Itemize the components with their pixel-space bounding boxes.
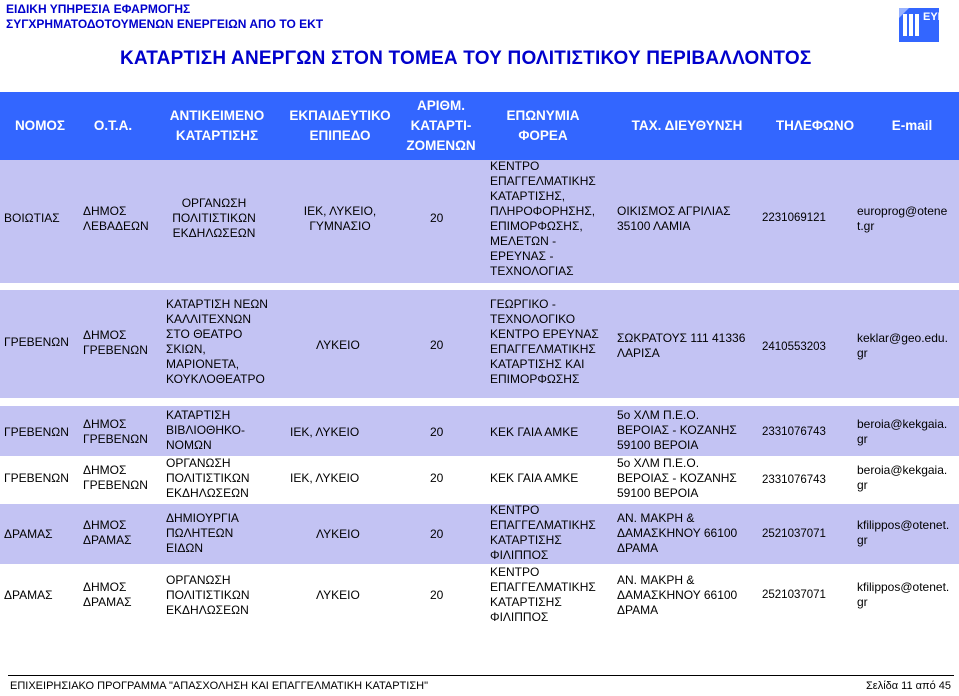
cell-nomos: ΓΡΕΒΕΝΩΝ: [4, 335, 69, 349]
agency-line-2: ΣΥΓΧΡΗΜΑΤΟΔΟΤΟΥΜΕΝΩΝ ΕΝΕΡΓΕΙΩΝ ΑΠΟ ΤΟ ΕΚΤ: [6, 17, 324, 31]
cell-phone: 2331076743: [762, 474, 826, 486]
footer-program: ΕΠΙΧΕΙΡΗΣΙΑΚΟ ΠΡΟΓΡΑΜΜΑ "ΑΠΑΣΧΟΛΗΣΗ ΚΑΙ ΕΠΑΓΓΕΛΜΑΤΙΚΗ ΚΑΤΑΡΤΙΣΗ": [10, 680, 428, 692]
cell-provider: ΚΕΝΤΡΟ ΕΠΑΓΓΕΛΜΑΤΙΚΗΣ ΚΑΤΑΡΤΙΣΗΣ, ΠΛΗΡΟΦΟΡΗΣΗΣ, ΕΠΙΜΟΡΦΩΣΗΣ, ΜΕΛΕΤΩΝ - ΕΡΕΥΝΑΣ - ΤΕΧΝΟΛΟΓΙΑΣ: [490, 159, 596, 278]
col-header-address: ΤΑΧ. ΔΙΕΥΘΥΝΣΗ: [631, 118, 743, 133]
agency-header: [6, 2, 323, 32]
cell-subject: ΔΗΜΙΟΥΡΓΙΑ ΠΩΛΗΤΕΩΝ ΕΙΔΩΝ: [166, 511, 239, 555]
cell-phone: 2521037071: [762, 589, 826, 601]
cell-address: ΣΩΚΡΑΤΟΥΣ 111 41336 ΛΑΡΙΣΑ: [617, 331, 746, 360]
col-header-ota: Ο.Τ.Α.: [93, 118, 133, 133]
footer-divider: [8, 675, 954, 676]
footer-page-number: Σελίδα 11 από 45: [866, 680, 952, 692]
col-header-provider: ΕΠΩΝΥΜΙΑ ΦΟΡΕΑ: [506, 108, 580, 143]
cell-level: ΙΕΚ, ΛΥΚΕΙΟ: [290, 471, 360, 485]
col-header-level: ΕΚΠΑΙΔΕΥΤΙΚΟ ΕΠΙΠΕΔΟ: [289, 108, 391, 143]
cell-level: ΙΕΚ, ΛΥΚΕΙΟ: [290, 425, 360, 439]
cell-phone: 2231069121: [762, 212, 826, 224]
cell-count: 20: [430, 471, 444, 485]
page-title: ΚΑΤΑΡΤΙΣΗ ΑΝΕΡΓΩΝ ΣΤΟΝ ΤΟΜΕΑ ΤΟΥ ΠΟΛΙΤΙΣΤΙΚΟΥ ΠΕΡΙΒΑΛΛΟΝΤΟΣ: [120, 48, 812, 69]
cell-count: 20: [430, 527, 444, 541]
cell-subject: ΟΡΓΑΝΩΣΗ ΠΟΛΙΤΙΣΤΙΚΩΝ ΕΚΔΗΛΩΣΕΩΝ: [172, 196, 256, 240]
cell-email: beroia@kekgaia. gr: [857, 417, 948, 446]
cell-address: 5ο ΧΛΜ Π.Ε.Ο. ΒΕΡΟΙΑΣ - ΚΟΖΑΝΗΣ 59100 ΒΕΡΟΙΑ: [617, 456, 737, 500]
cell-email: beroia@kekgaia. gr: [857, 463, 948, 492]
cell-phone: 2331076743: [762, 426, 826, 438]
cell-ota: ΔΗΜΟΣ ΔΡΑΜΑΣ: [83, 580, 132, 609]
cell-level: ΛΥΚΕΙΟ: [316, 527, 360, 541]
cell-provider: ΚΕΚ ΓΑΙΑ ΑΜΚΕ: [490, 471, 579, 485]
cell-phone: 2410553203: [762, 341, 826, 353]
cell-address: ΑΝ. ΜΑΚΡΗ & ΔΑΜΑΣΚΗΝΟΥ 66100 ΔΡΑΜΑ: [617, 511, 738, 555]
cell-nomos: ΒΟΙΩΤΙΑΣ: [4, 211, 60, 225]
cell-ota: ΔΗΜΟΣ ΛΕΒΑΔΕΩΝ: [83, 204, 149, 233]
col-header-nomos: ΝΟΜΟΣ: [14, 118, 66, 133]
cell-phone: 2521037071: [762, 528, 826, 540]
cell-email: kfilippos@otenet. gr: [857, 580, 950, 609]
cell-subject: ΟΡΓΑΝΩΣΗ ΠΟΛΙΤΙΣΤΙΚΩΝ ΕΚΔΗΛΩΣΕΩΝ: [166, 573, 250, 617]
col-header-phone: ΤΗΛΕΦΩΝΟ: [775, 118, 855, 133]
cell-ota: ΔΗΜΟΣ ΔΡΑΜΑΣ: [83, 518, 132, 547]
cell-provider: ΚΕΝΤΡΟ ΕΠΑΓΓΕΛΜΑΤΙΚΗΣ ΚΑΤΑΡΤΙΣΗΣ ΦΙΛΙΠΠΟΣ: [490, 503, 596, 562]
cell-address: ΟΙΚΙΣΜΟΣ ΑΓΡΙΛΙΑΣ 35100 ΛΑΜΙΑ: [617, 204, 731, 233]
cell-count: 20: [430, 338, 444, 352]
cell-nomos: ΔΡΑΜΑΣ: [4, 527, 53, 541]
cell-nomos: ΓΡΕΒΕΝΩΝ: [4, 471, 69, 485]
cell-address: ΑΝ. ΜΑΚΡΗ & ΔΑΜΑΣΚΗΝΟΥ 66100 ΔΡΑΜΑ: [617, 573, 738, 617]
cell-subject: ΟΡΓΑΝΩΣΗ ΠΟΛΙΤΙΣΤΙΚΩΝ ΕΚΔΗΛΩΣΕΩΝ: [166, 456, 250, 500]
cell-email: keklar@geo.edu. gr: [857, 331, 948, 360]
cell-provider: ΚΕΚ ΓΑΙΑ ΑΜΚΕ: [490, 425, 579, 439]
cell-count: 20: [430, 211, 444, 225]
eye-logo: [895, 4, 955, 46]
cell-email: kfilippos@otenet. gr: [857, 518, 950, 547]
cell-subject: ΚΑΤΑΡΤΙΣΗ ΝΕΩΝ ΚΑΛΛΙΤΕΧΝΩΝ ΣΤΟ ΘΕΑΤΡΟ ΣΚΙΩΝ, ΜΑΡΙΟΝΕΤΑ, ΚΟΥΚΛΟΘΕΑΤΡΟ: [166, 297, 268, 386]
cell-provider: ΓΕΩΡΓΙΚΟ - ΤΕΧΝΟΛΟΓΙΚΟ ΚΕΝΤΡΟ ΕΡΕΥΝΑΣ ΕΠΑΓΓΕΛΜΑΤΙΚΗΣ ΚΑΤΑΡΤΙΣΗΣ ΚΑΙ ΕΠΙΜΟΡΦΩΣΗΣ: [490, 297, 599, 386]
cell-ota: ΔΗΜΟΣ ΓΡΕΒΕΝΩΝ: [83, 417, 148, 446]
agency-line-1: ΕΙΔΙΚΗ ΥΠΗΡΕΣΙΑ ΕΦΑΡΜΟΓΗΣ: [6, 2, 191, 16]
col-header-email: E-mail: [891, 118, 933, 133]
col-header-count: ΑΡΙΘΜ. ΚΑΤΑΡΤΙ- ΖΟΜΕΝΩΝ: [406, 98, 476, 153]
cell-address: 5ο ΧΛΜ Π.Ε.Ο. ΒΕΡΟΙΑΣ - ΚΟΖΑΝΗΣ 59100 ΒΕΡΟΙΑ: [617, 408, 737, 452]
cell-nomos: ΔΡΑΜΑΣ: [4, 588, 53, 602]
cell-count: 20: [430, 425, 444, 439]
cell-provider: ΚΕΝΤΡΟ ΕΠΑΓΓΕΛΜΑΤΙΚΗΣ ΚΑΤΑΡΤΙΣΗΣ ΦΙΛΙΠΠΟΣ: [490, 565, 596, 624]
cell-email: europrog@otene t.gr: [857, 204, 948, 233]
cell-ota: ΔΗΜΟΣ ΓΡΕΒΕΝΩΝ: [83, 328, 148, 357]
cell-level: ΛΥΚΕΙΟ: [316, 588, 360, 602]
cell-subject: ΚΑΤΑΡΤΙΣΗ ΒΙΒΛΙΟΘΗΚΟ- ΝΟΜΩΝ: [166, 408, 245, 452]
col-header-subject: ΑΝΤΙΚΕΙΜΕΝΟ ΚΑΤΑΡΤΙΣΗΣ: [169, 108, 265, 143]
cell-level: ΙΕΚ, ΛΥΚΕΙΟ, ΓΥΜΝΑΣΙΟ: [303, 204, 377, 233]
cell-nomos: ΓΡΕΒΕΝΩΝ: [4, 425, 69, 439]
cell-ota: ΔΗΜΟΣ ΓΡΕΒΕΝΩΝ: [83, 463, 148, 492]
cell-level: ΛΥΚΕΙΟ: [316, 338, 360, 352]
cell-count: 20: [430, 588, 444, 602]
logo-text: ΕΥΕ: [923, 11, 946, 23]
